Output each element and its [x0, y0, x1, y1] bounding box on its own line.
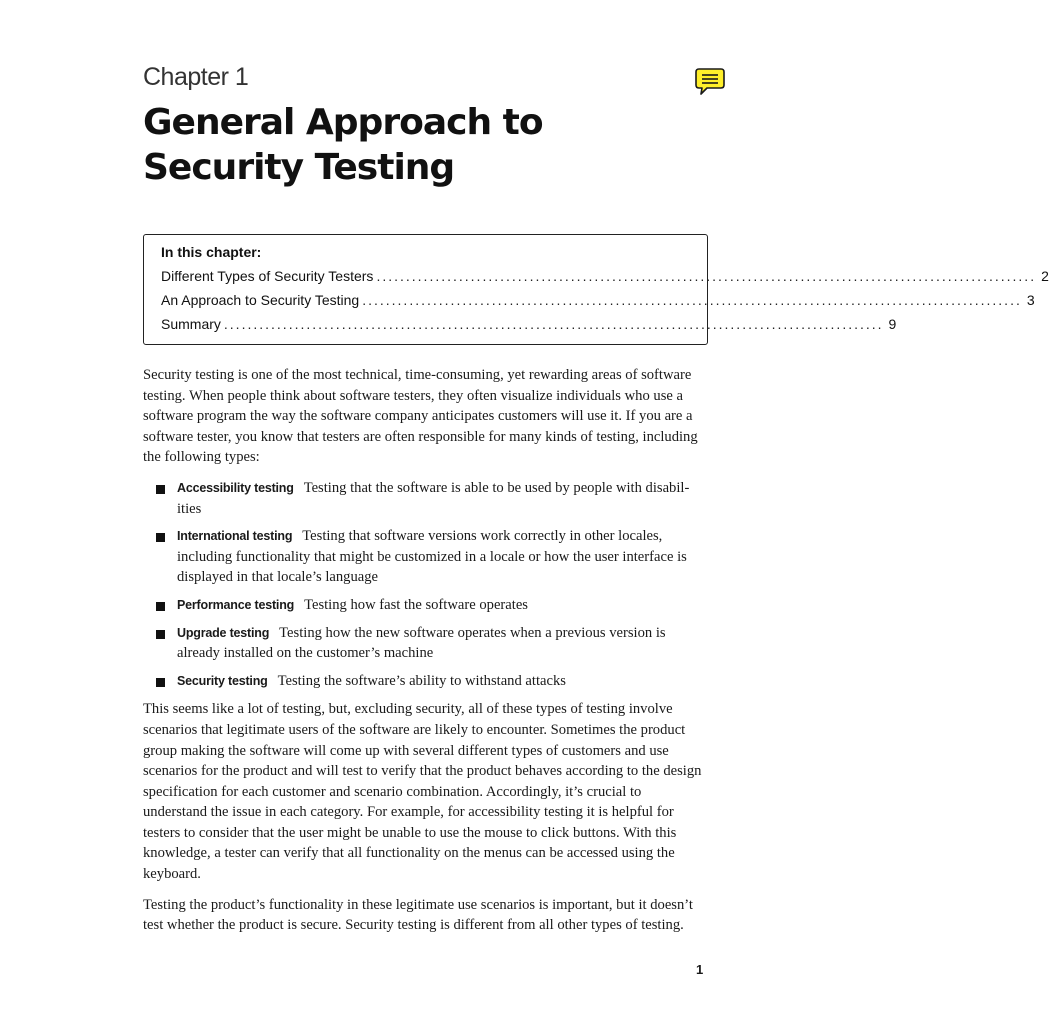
toc-heading: In this chapter: — [161, 244, 262, 260]
note-comment-icon[interactable] — [695, 67, 725, 97]
bullet-description: Testing that software versions work correctly in other locales, including functionality that might be customized in a locale or how the user interface is displayed in that locale’s language — [177, 528, 687, 586]
toc-entry[interactable] — [161, 268, 1049, 292]
toc-leader-dots: ................................................................................................................ — [223, 316, 884, 332]
bullet-description: Testing how the new software operates when a previous version is already installed on the customer’s machine — [177, 624, 666, 662]
bullet-square — [156, 485, 165, 494]
chapter-toc-box — [143, 234, 1049, 345]
toc-entry-page: 2 — [1041, 268, 1049, 284]
list-item — [143, 478, 708, 519]
page-number: 1 — [696, 962, 704, 977]
list-item — [143, 595, 708, 616]
bullet-square — [156, 602, 165, 611]
toc-entry-page: 3 — [1026, 292, 1035, 308]
bullet-square — [156, 630, 165, 639]
chapter-title: General Approach to Security Testing — [143, 102, 543, 188]
bullet-description: Testing that the software is able to be used by people with disabil-ities — [177, 479, 690, 517]
testing-types-list — [143, 478, 708, 691]
body-text — [143, 365, 708, 946]
toc-entry-title: Summary — [161, 316, 221, 332]
list-item — [143, 526, 708, 588]
toc-entry-title: Different Types of Security Testers — [161, 268, 374, 284]
bullet-square — [156, 533, 165, 542]
body-paragraph: This seems like a lot of testing, but, excluding security, all of these types of testing involve scenarios that legitimate users of the software are likely to encounter. Sometimes the product group making the software will come up with several different types of customers and use scenarios for the product and will test to verify that the product behaves according to the design specification for each customer and scenario combination. Accordingly, it’s crucial to understand the issue in each category. For example, for accessibility testing it is helpful for testers to consider that the user might be unable to use the mouse to click buttons. With this knowledge, a tester can verify that all functionality on the menus can be accessed using the keyboard. — [143, 701, 702, 883]
bullet-term: Security testing — [177, 673, 268, 688]
toc-entry[interactable] — [161, 316, 897, 340]
list-item — [143, 623, 708, 664]
bullet-term: International testing — [177, 529, 293, 544]
chapter-label: Chapter 1 — [143, 63, 249, 91]
bullet-description: Testing the software’s ability to withstand attacks — [277, 672, 566, 689]
toc-leader-dots: ................................................................................................................ — [376, 268, 1037, 284]
toc-entry-page: 9 — [888, 316, 897, 332]
toc-entry[interactable] — [161, 292, 1035, 316]
toc-leader-dots: ................................................................................................................ — [362, 292, 1022, 308]
bullet-term: Upgrade testing — [177, 625, 270, 640]
bullet-term: Performance testing — [177, 597, 295, 612]
body-paragraph: Testing the product’s functionality in these legitimate use scenarios is important, but it doesn’t test whether the product is secure. Security testing is different from all other types of testing. — [143, 896, 693, 934]
bullet-description: Testing how fast the software operates — [304, 596, 528, 613]
toc-entry-title: An Approach to Security Testing — [161, 292, 360, 308]
list-item — [143, 671, 708, 692]
bullet-square — [156, 678, 165, 687]
intro-paragraph: Security testing is one of the most technical, time-consuming, yet rewarding areas of software testing. When people think about software testers, they often visualize individuals who use a software program the way the software company anticipates customers will use it. If you are a software tester, you know that testers are often responsible for many kinds of testing, including the following types: — [143, 367, 698, 466]
bullet-term: Accessibility testing — [177, 480, 294, 495]
